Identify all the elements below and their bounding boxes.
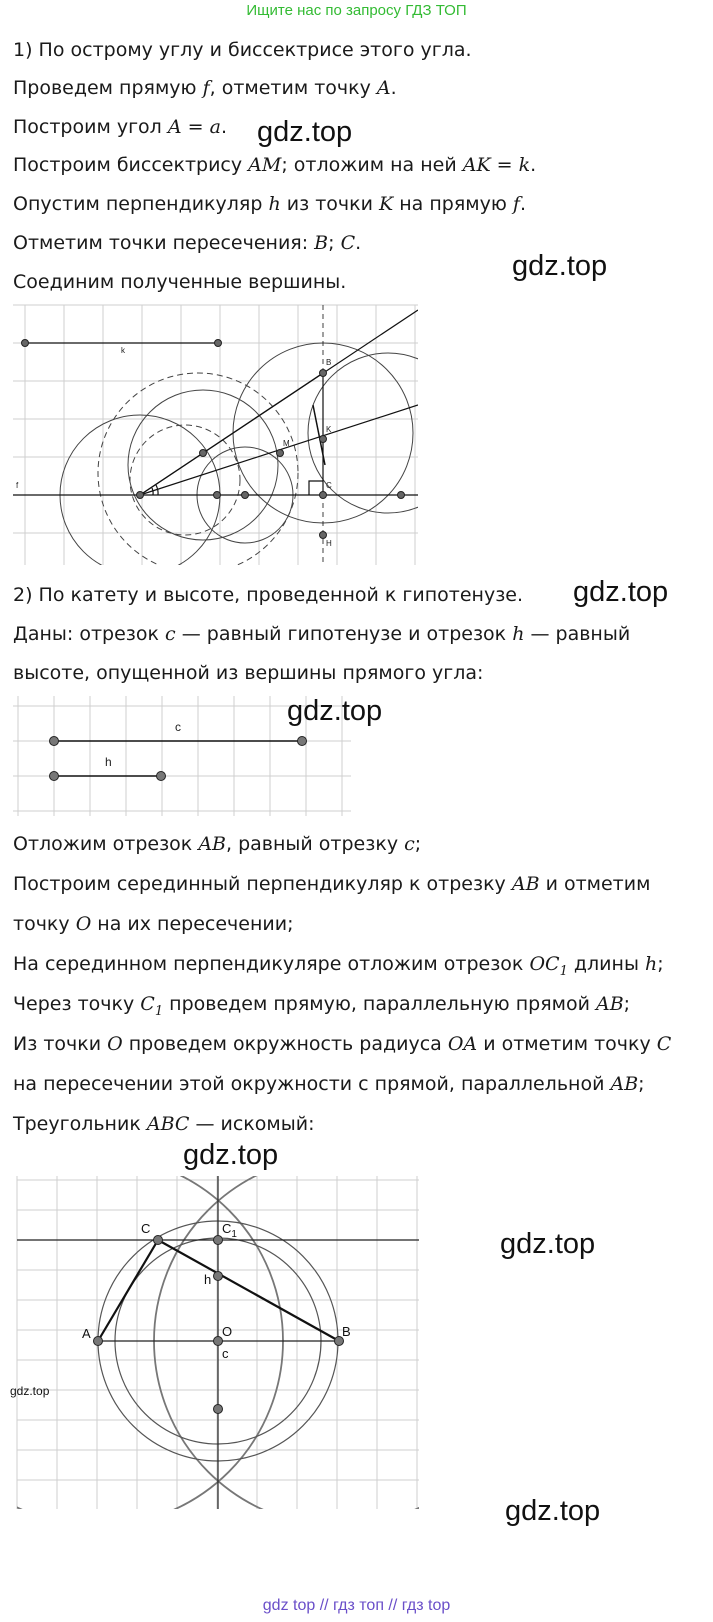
part1-title: 1) По острому углу и биссектрисе этого угла. [13,39,472,61]
part2-step-1 [13,831,421,857]
footer-links: gdz top // гдз топ // гдз top [262,1597,451,1614]
math-var: C [656,1033,672,1055]
math-var: A [376,77,391,99]
text: . [220,116,227,138]
text: Треугольник [13,1113,147,1135]
figure-3-triangle [17,1176,419,1509]
math-var: C [340,232,356,254]
label-K: K [326,425,332,434]
text: . [390,77,397,99]
math-var: C [140,993,155,1015]
label-C1 [222,1221,237,1240]
part2-step-3 [13,911,293,937]
label-f: f [16,481,19,490]
label-O: O [222,1324,233,1339]
math-var: h [268,193,281,215]
text: Отметим точки пересечения: [13,232,315,254]
math-var: AB [198,833,227,855]
part2-step-7 [13,1071,645,1097]
figure-1-construction [13,305,418,565]
math-var: AB [595,993,624,1015]
math-var: OC [529,953,560,975]
text: ; [657,953,664,975]
part1-step-intersections [13,230,361,256]
part2-step-5 [13,991,630,1025]
watermark: gdz.top [512,250,608,282]
math-var: B [314,232,329,254]
math-sub: 1 [154,1003,164,1019]
math-var: O [107,1033,123,1055]
part2-given-1 [13,621,630,647]
part1-step-connect: Соединим полученные вершины. [13,271,347,293]
math-var: f [202,77,210,99]
watermark: gdz.top [257,116,353,148]
text: . [355,232,362,254]
text: Из точки [13,1033,108,1055]
text: на прямую [393,193,513,215]
text: ; [328,232,341,254]
text: Построим угол [13,116,168,138]
watermark-small: gdz.top [10,1384,50,1398]
label-C: C [141,1221,151,1236]
header-search-hint: Ищите нас по запросу ГДЗ ТОП [246,2,467,19]
points [22,340,405,539]
math-var: f [512,193,520,215]
label-H: H [326,539,332,548]
math-var: c [165,623,176,645]
text: — равный гипотенузе и отрезок [175,623,513,645]
text: проведем прямую, параллельную прямой [163,993,596,1015]
text: Через точку [13,993,141,1015]
text: . [519,193,526,215]
label-B: B [342,1324,351,1339]
part2-given-2: высоте, опущенной из вершины прямого угла: [13,662,484,684]
label-M: M [283,439,290,448]
text: На серединном перпендикуляре отложим отрезок [13,953,530,975]
label-k: k [121,346,125,355]
text: , равный отрезку [226,833,405,855]
text: Проведем прямую [13,77,203,99]
text: — искомый: [189,1113,315,1135]
part2-step-8 [13,1111,314,1137]
text: из точки [280,193,380,215]
text: ; [638,1073,645,1095]
math-var: AM [248,154,282,176]
label-A: A [82,1326,91,1341]
label-C: C [326,481,332,490]
math-sub: 1 [559,963,568,979]
text: ; [623,993,631,1015]
math-var: ABC [146,1113,190,1135]
text: длины [567,953,645,975]
watermark: gdz.top [500,1228,596,1260]
text: . [530,154,537,176]
text: Опустим перпендикуляр [13,193,269,215]
text: Построим биссектрису [13,154,249,176]
text: Отложим отрезок [13,833,199,855]
text: Даны: отрезок [13,623,166,645]
part1-step-angle [13,114,227,140]
part2-step-2 [13,871,650,897]
text: проведем окружность радиуса [122,1033,448,1055]
watermark: gdz.top [183,1139,279,1171]
math-var: AK = k [462,154,531,176]
label-C1-sub: 1 [231,1229,237,1240]
part2-step-6 [13,1031,671,1057]
label-C1-main: C [222,1221,232,1236]
math-var: h [512,623,525,645]
watermark: gdz.top [287,695,383,727]
part2-step-4 [13,951,664,985]
text: ; отложим на ней [281,154,463,176]
part1-step-bisector [13,152,536,178]
part2-title: 2) По катету и высоте, проведенной к гипотенузе. [13,584,524,606]
text: на пересечении этой окружности с прямой, параллельной [13,1073,611,1095]
label-B: B [326,358,332,367]
watermark: gdz.top [573,576,669,608]
math-var: A = a [167,116,221,138]
text: Построим серединный перпендикуляр к отрезку [13,873,512,895]
math-var: h [645,953,658,975]
math-var: O [75,913,92,935]
text: , отметим точку [209,77,377,99]
text: и отметим точку [477,1033,657,1055]
watermark: gdz.top [505,1495,601,1527]
math-var: AB [610,1073,639,1095]
text: — равный [524,623,631,645]
math-var: K [379,193,394,215]
part1-step-line [13,75,397,101]
label-c: c [175,720,181,734]
math-var: OA [447,1033,478,1055]
math-var: AB [511,873,540,895]
label-c: c [222,1346,229,1361]
label-h: h [105,755,112,769]
text: точку [13,913,76,935]
label-h: h [204,1272,212,1287]
text: ; [414,833,422,855]
part1-step-perpendicular [13,191,526,217]
math-var: c [404,833,415,855]
text: и отметим [539,873,651,895]
text: на их пересечении; [91,913,294,935]
